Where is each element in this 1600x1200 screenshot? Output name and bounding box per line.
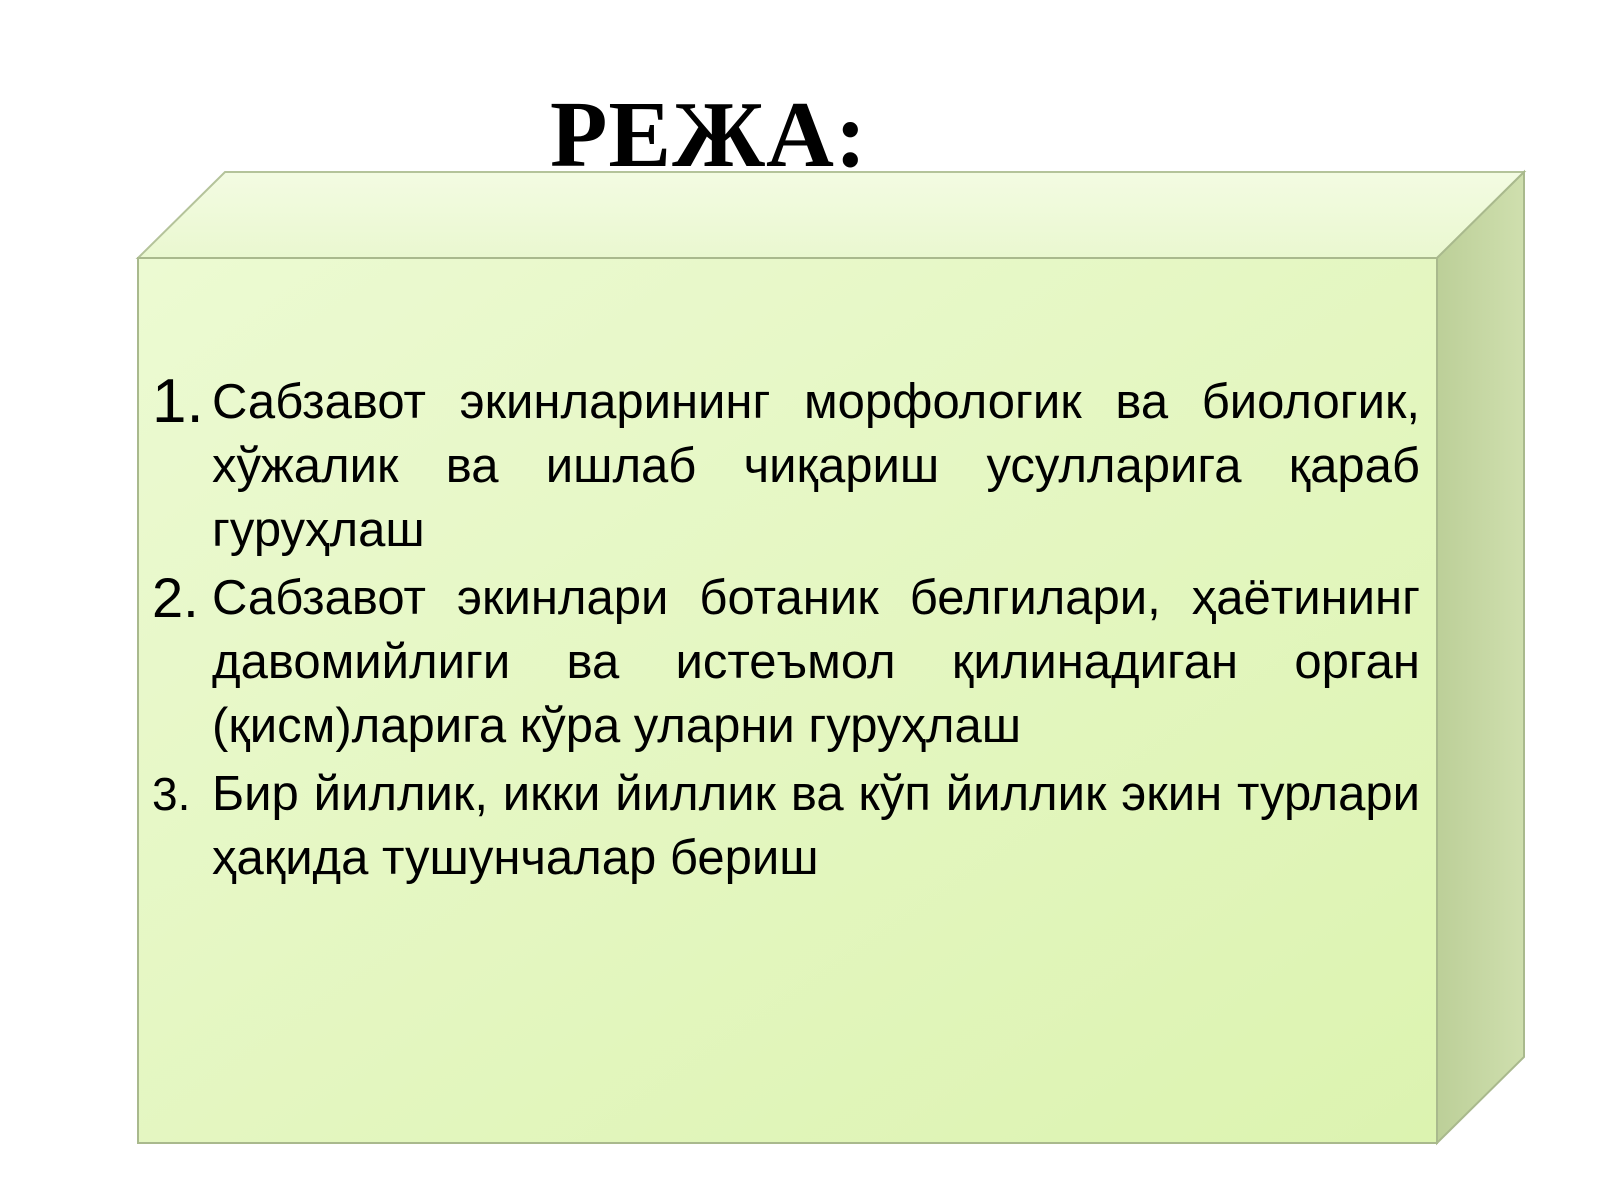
plan-item-2 (152, 566, 1420, 758)
plan-item-text: Сабзавот экинларининг морфологик ва биологик, хўжалик ва ишлаб чиқариш усулларига қараб гуруҳлаш (212, 375, 1420, 557)
box-side-face (1437, 172, 1524, 1143)
plan-item-1 (152, 367, 1420, 562)
plan-item-text: Бир йиллик, икки йиллик ва кўп йиллик экин турлари ҳақида тушунчалар бериш (212, 767, 1420, 885)
plan-item-number: 2. (152, 566, 199, 629)
plan-item-number: 3. (152, 768, 191, 820)
plan-list (152, 367, 1420, 894)
plan-item-3 (152, 762, 1420, 890)
plan-item-text: Сабзавот экинлари ботаник белгилари, ҳаётининг давомийлиги ва истеъмол қилинадиган орган (қисм)ларига кўра уларни гуруҳлаш (212, 571, 1420, 753)
slide-title: РЕЖА: (550, 83, 868, 187)
plan-item-number: 1. (152, 367, 204, 436)
